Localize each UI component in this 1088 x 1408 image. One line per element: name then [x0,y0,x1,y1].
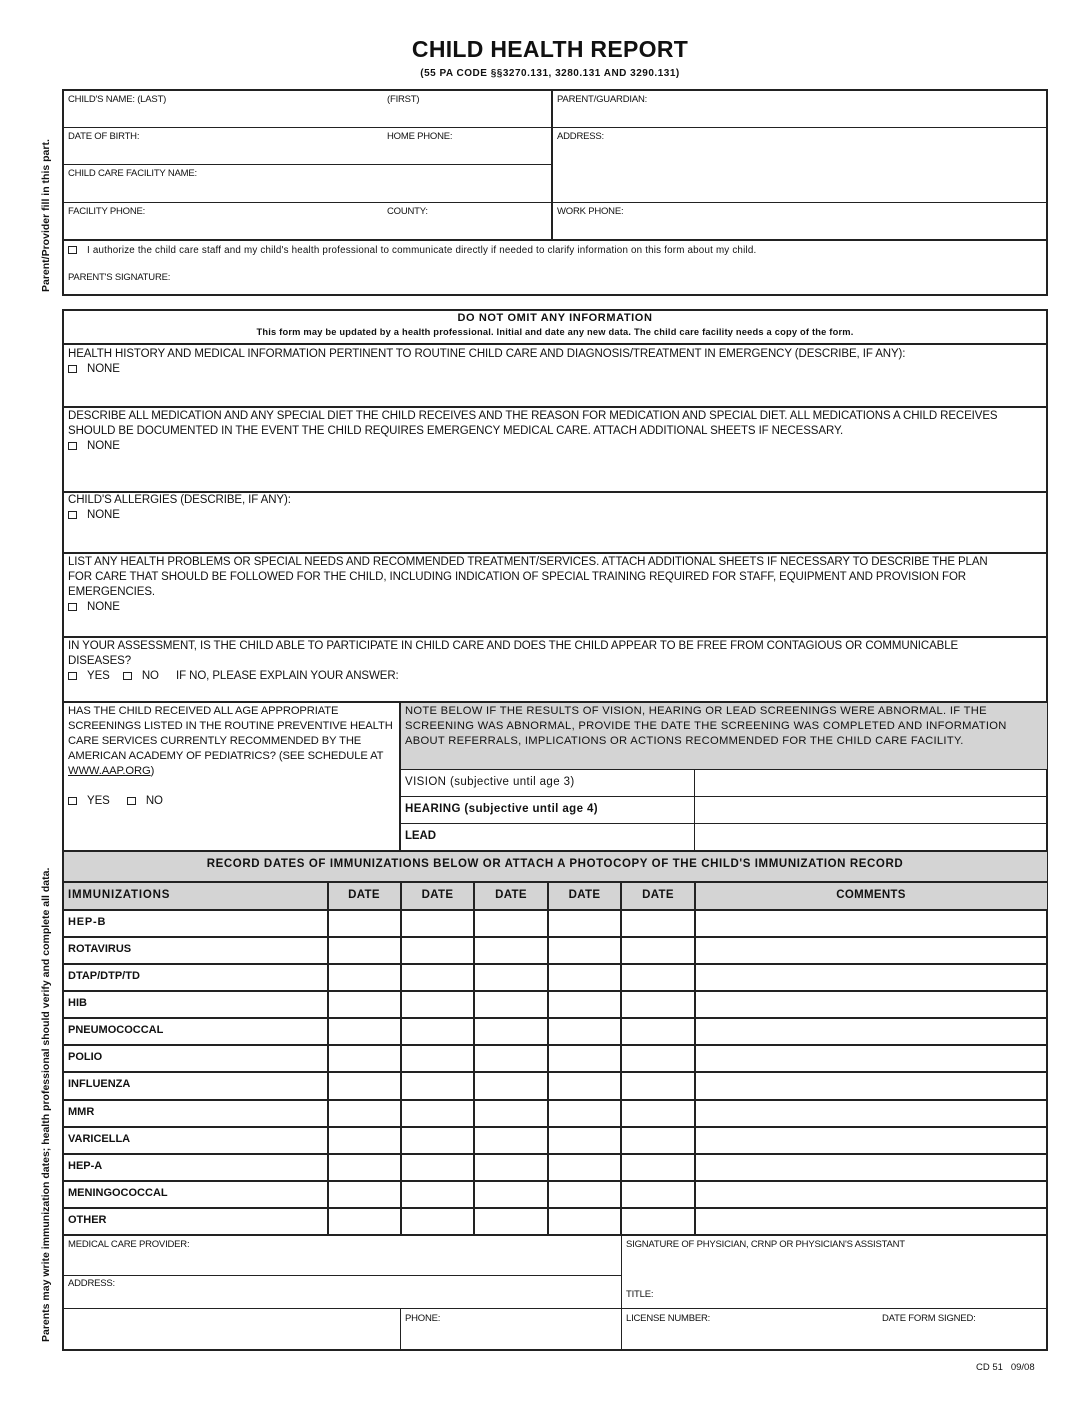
notice-text: This form may be updated by a health professional. Initial and date any new data. The child care facility needs a copy of the form. [256,327,854,337]
immunization-row-varicella: VARICELLA [68,1133,131,1145]
physician-signature-label: SIGNATURE OF PHYSICIAN, CRNP OR PHYSICIAN'S ASSISTANT [626,1239,905,1250]
medication-label: DESCRIBE ALL MEDICATION AND ANY SPECIAL DIET THE CHILD RECEIVES AND THE REASON FOR MEDICATION AND SPECIAL DIET. ALL MEDICATIONS A CHILD RECEIVES SHOULD BE DOCUMENTED IN THE EVENT THE CHILD REQUIRES EMERGENCY MEDICAL CARE. ATTACH ADDITIONAL SHEETS IF NECESSARY. [68,410,998,437]
medication-none-checkbox[interactable] [68,442,77,450]
divider [400,769,1048,770]
divider [62,164,552,165]
provider-address-field[interactable] [68,1290,616,1306]
child-name-first-label: (FIRST) [387,94,420,105]
history-field[interactable] [68,378,1043,404]
col-date-1: DATE [348,889,380,901]
date-form-signed-field[interactable] [882,1325,1044,1349]
parent-guardian-field[interactable] [557,106,1042,126]
immunization-row-meningococcal: MENINGOCOCCAL [68,1187,168,1199]
county-field[interactable] [387,218,547,238]
no-label: NO [141,670,159,682]
allergies-none-option[interactable] [68,508,120,523]
yes-label: YES [87,670,110,682]
history-none-option[interactable] [68,362,120,377]
facility-phone-label: FACILITY PHONE: [68,206,146,217]
screening-question-end: ) [150,765,155,777]
authorize-row [68,245,756,256]
license-number-label: LICENSE NUMBER: [626,1313,711,1324]
lead-field[interactable] [697,825,1045,849]
assessment-yes-checkbox[interactable] [68,672,77,680]
provider-address-label: ADDRESS: [68,1278,115,1289]
immunization-row-influenza: INFLUENZA [68,1078,131,1090]
allergies-field[interactable] [68,524,1043,550]
immunization-row-other: OTHER [68,1214,107,1226]
work-phone-label: WORK PHONE: [557,206,624,217]
divider [400,823,1048,824]
if-no-label: IF NO, PLEASE EXPLAIN YOUR ANSWER: [176,670,399,682]
medical-provider-field[interactable] [68,1251,616,1273]
parent-guardian-label: PARENT/GUARDIAN: [557,94,648,105]
immunization-row-dtap: DTAP/DTP/TD [68,970,140,982]
child-name-last-label: CHILD'S NAME: (LAST) [68,94,167,105]
vision-field[interactable] [697,771,1045,795]
aap-link[interactable]: WWW.AAP.ORG [68,765,151,777]
home-phone-label: HOME PHONE: [387,131,453,142]
immunization-row-hepa: HEP-A [68,1160,103,1172]
provider-phone-field[interactable] [405,1325,617,1349]
screening-question-text: HAS THE CHILD RECEIVED ALL AGE APPROPRIATE SCREENINGS LISTED IN THE ROUTINE PREVENTIVE HEALTH CARE SERVICES CURRENTLY RECOMMENDED BY THE AMERICAN ACADEMY OF PEDIATRICS? (SEE SCHEDULE AT [68,705,393,762]
divider [400,796,1048,797]
screening-question [68,704,398,779]
county-label: COUNTY: [387,206,428,217]
divider [399,702,401,850]
license-number-field[interactable] [626,1325,876,1349]
facility-name-field[interactable] [68,180,548,200]
address-field[interactable] [557,143,1042,200]
immunization-row-polio: POLIO [68,1051,103,1063]
divider [62,239,1048,241]
col-date-4: DATE [568,889,601,901]
divider [551,89,553,240]
divider [62,552,1048,554]
divider [62,343,1048,345]
hearing-field[interactable] [697,798,1045,822]
side-note-immunization: Parents may write immunization dates; health professional should verify and complete all data. [40,867,52,1342]
authorize-text: I authorize the child care staff and my child's health professional to communicate directly if needed to clarify information on this form about my child. [87,245,757,256]
child-name-last-field[interactable] [68,106,378,126]
screening-no-checkbox[interactable] [127,797,136,805]
problems-none-option[interactable] [68,600,120,615]
work-phone-field[interactable] [557,218,1042,238]
date-of-birth-label: DATE OF BIRTH: [68,131,140,142]
home-phone-field[interactable] [387,143,547,163]
child-name-first-field[interactable] [387,106,547,126]
none-label: NONE [87,509,120,521]
col-date-3: DATE [495,889,527,901]
screening-options [68,794,163,809]
immunization-row-rotavirus: ROTAVIRUS [68,943,132,955]
history-none-checkbox[interactable] [68,365,77,373]
divider [62,127,1048,128]
allergies-label: CHILD'S ALLERGIES (DESCRIBE, IF ANY): [68,494,291,506]
parent-signature-label: PARENT'S SIGNATURE: [68,272,171,283]
assessment-options [68,669,399,684]
address-label: ADDRESS: [557,131,604,142]
screening-yes-checkbox[interactable] [68,797,77,805]
form-code: CD 51 09/08 [976,1362,1035,1373]
none-label: NONE [87,601,120,613]
medication-field[interactable] [68,455,1043,489]
immunization-date-cells[interactable] [329,911,1046,1233]
divider [62,1308,1048,1309]
divider [62,406,1048,408]
no-label: NO [145,795,163,807]
problems-none-checkbox[interactable] [68,603,77,611]
physician-signature-field[interactable] [626,1251,1044,1285]
page-subtitle: (55 PA CODE §§3270.131, 3280.131 AND 3290.131) [420,68,680,79]
divider [694,769,695,850]
provider-address-line2-field[interactable] [68,1311,396,1349]
notice-title: DO NOT OMIT ANY INFORMATION [457,312,653,324]
date-form-signed-label: DATE FORM SIGNED: [882,1313,976,1324]
immunization-row-hib: HIB [68,997,87,1009]
history-label: HEALTH HISTORY AND MEDICAL INFORMATION PERTINENT TO ROUTINE CHILD CARE AND DIAGNOSIS/TREATMENT IN EMERGENCY (DESCRIBE, IF ANY): [68,348,906,360]
problems-label: LIST ANY HEALTH PROBLEMS OR SPECIAL NEEDS AND RECOMMENDED TREATMENT/SERVICES. ATTACH ADDITIONAL SHEETS IF NECESSARY TO DESCRIBE THE PLAN FOR CARE THAT SHOULD BE FOLLOWED FOR THE CHILD, INCLUDING INDICATION OF SPECIAL TRAINING REQUIRED FOR STAFF, EQUIPMENT AND PROVISION FOR EMERGENCIES. [68,556,988,598]
screening-note: NOTE BELOW IF THE RESULTS OF VISION, HEARING OR LEAD SCREENINGS WERE ABNORMAL. IF THE SCREENING WAS ABNORMAL, PROVIDE THE DATE THE SCREENING WAS COMPLETED AND INFORMATION ABOUT REFERRALS, IMPLICATIONS OR ACTIONS RECOMMENDED FOR THE CHILD CARE FACILITY. [405,705,1007,747]
date-of-birth-field[interactable] [68,143,378,163]
immunization-banner: RECORD DATES OF IMMUNIZATIONS BELOW OR ATTACH A PHOTOCOPY OF THE CHILD'S IMMUNIZATION RECORD [206,858,904,870]
divider [400,1308,401,1351]
divider [62,1275,622,1276]
col-date-2: DATE [421,889,454,901]
yes-label: YES [87,795,110,807]
facility-name-label: CHILD CARE FACILITY NAME: [68,168,197,179]
divider [62,636,1048,638]
facility-phone-field[interactable] [68,218,378,238]
allergies-none-checkbox[interactable] [68,511,77,519]
title-label: TITLE: [626,1289,654,1300]
col-comments: COMMENTS [836,889,906,901]
col-immunizations: IMMUNIZATIONS [68,889,171,901]
problems-field[interactable] [68,616,1043,634]
divider [62,1234,1048,1236]
none-label: NONE [87,363,120,375]
lead-label: LEAD [405,830,436,842]
immunization-row-mmr: MMR [68,1106,95,1118]
provider-phone-label: PHONE: [405,1313,441,1324]
authorize-checkbox[interactable] [68,246,77,254]
medical-provider-label: MEDICAL CARE PROVIDER: [68,1239,190,1250]
side-note-parent: Parent/Provider fill in this part. [40,139,52,292]
vision-label: VISION (subjective until age 3) [405,776,575,788]
divider [621,1235,622,1351]
title-field[interactable] [660,1287,1044,1305]
col-date-5: DATE [642,889,674,901]
page-title: CHILD HEALTH REPORT [411,36,689,62]
assessment-label: IN YOUR ASSESSMENT, IS THE CHILD ABLE TO PARTICIPATE IN CHILD CARE AND DOES THE CHILD APPEAR TO BE FREE FROM CONTAGIOUS OR COMMUNICABLE DISEASES? [68,640,959,667]
divider [62,202,1048,203]
assessment-explain-field[interactable] [460,668,1040,698]
immunization-row-pneumococcal: PNEUMOCOCCAL [68,1024,164,1036]
assessment-no-checkbox[interactable] [123,672,132,680]
none-label: NONE [87,440,120,452]
divider [62,881,1048,883]
hearing-label: HEARING (subjective until age 4) [405,803,598,815]
medication-none-option[interactable] [68,439,120,454]
parent-signature-field[interactable] [180,266,1040,290]
immunization-row-hepb: HEP-B [68,916,107,928]
